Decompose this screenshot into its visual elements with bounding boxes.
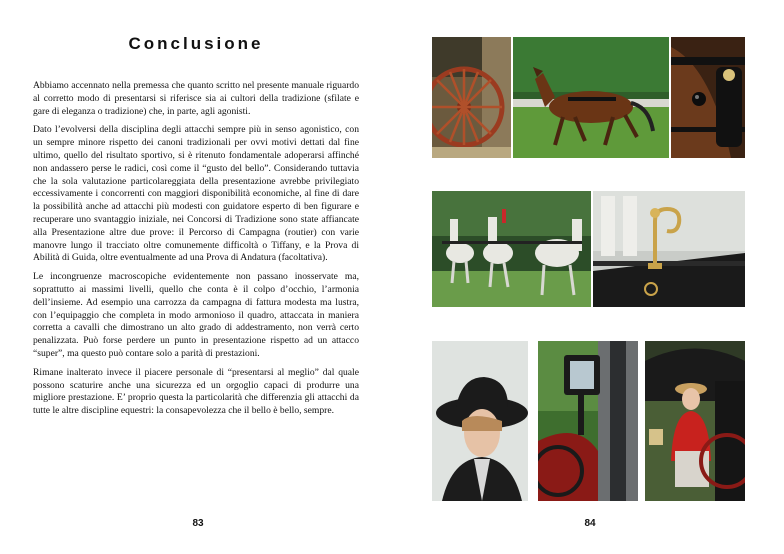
page-title: Conclusione — [128, 34, 264, 53]
paragraph-2: Dato l’evolversi della disciplina degli attacchi sempre più in senso agonistico, con un sempre minore rispetto dei canoni tradizionali per ovvi motivi dettati dal fine ultimo, quello del risultato sportivo, si è ritenuto fondamentale adoperarsi affinché non andassero perse le radici, così come il “gusto del bello”. Considerando tuttavia che la sola valutazione particolareggiata della presentazione avrebbe privilegiato eccessivamente i concorrenti con maggiori disponibilità economiche, al fine di dare la possibilità anche ad attacchi più modesti con guidatore esperto di ben figurare e recuperare uno svantaggio iniziale, nei Concorsi di Tradizione sono state affiancate alla Presentazione altre due prove: il Percorso di Campagna (routier) con varie manovre lungo il tracciato oltre comunemente difficoltà o Tiffany, e la Prova di Abilità di Guida, oltre eventualmente ad una Prova di Andatura (facoltativa). — [33, 124, 359, 264]
white-horses-team-photo — [432, 191, 591, 307]
paragraph-4: Rimane inalterato invece il piacere personale di “presentarsi al meglio” dal quale possono scaturire anche una sicurezza ed un orgoglio capaci di produrre una migliore prestazione. E’ proprio questa la particolarità che differenzia gli attacchi da tutte le altre discipline equestri: la consapevolezza che il bello è bello, sempre. — [33, 366, 359, 417]
horse-blinker-photo — [671, 37, 745, 158]
lady-in-carriage-photo — [645, 341, 745, 501]
carriage-lamp-photo — [538, 341, 638, 501]
paragraph-3: Le incongruenze macroscopiche evidentemente non passano inosservate ma, soprattutto ai massimi livelli, quello che conta è il colpo d’occhio, l’armonia dell’insieme. Ad esempio una carrozza da campagna di fattura modesta ma lustra, con l’equipaggio che completa in modo armonioso il quadro, attaccata in maniera corretta a cavalli che dimostrano un alto grado di addestramento, non verrà certo penalizzata. Può forse perdere un punto in presentazione rispetto ad un attacco “super”, ma questo può contare solo a parità di prestazioni. — [33, 271, 359, 359]
carriage-wheel-photo — [432, 37, 511, 158]
paragraph-1: Abbiamo accennato nella premessa che quanto scritto nel presente manuale riguardo al corretto modo di presentarsi si riferisce sia ai cultori della tradizione (sfilate e gare di eleganza o tradizione) che, in parte, agli agonisti. — [33, 80, 359, 117]
body-text — [33, 80, 359, 424]
carriage-ornament-photo — [593, 191, 745, 307]
page-number-right: 84 — [584, 518, 596, 529]
right-page — [392, 0, 784, 554]
page-number-left: 83 — [192, 518, 204, 529]
trotting-horse-photo — [513, 37, 669, 158]
lady-hat-photo — [432, 341, 528, 501]
